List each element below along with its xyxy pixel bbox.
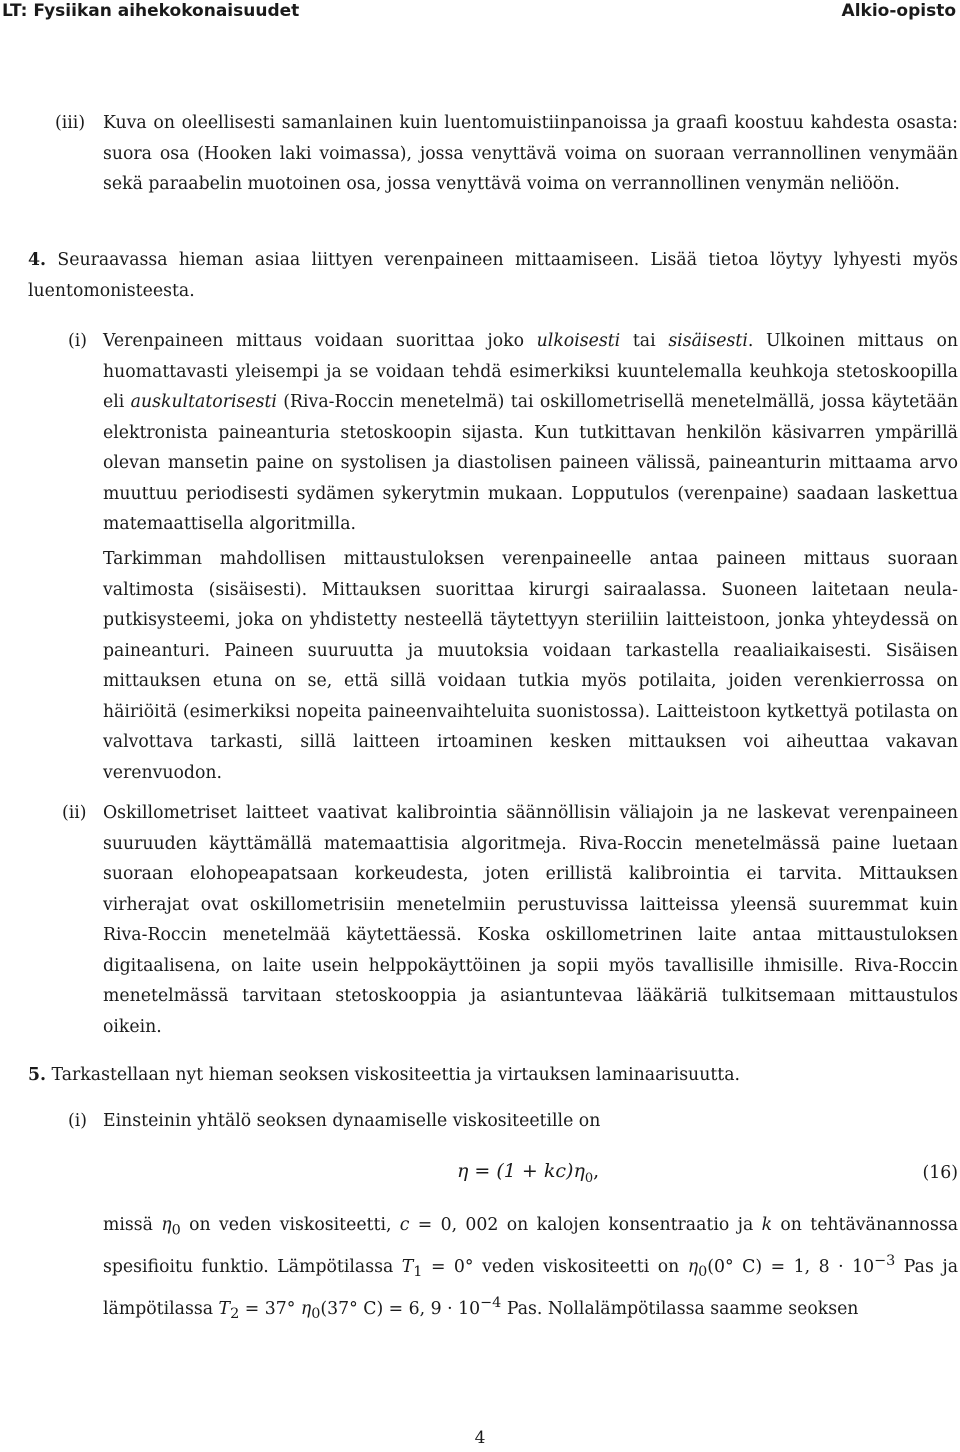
text-run: tai [620,331,669,351]
subscript: 2 [230,1305,240,1322]
text-run: . Ulkoinen mittaus on huomattavasti yleisempi ja se voidaan tehdä esimerkiksi kuuntelemalla keuhkoja stetoskoopilla eli [103,331,958,412]
emphasis-sisaisesti: sisäisesti [668,331,748,351]
page-number: 4 [474,1428,486,1448]
section-5-item-i-after [103,1210,958,1329]
text-run: on veden viskositeetti, [180,1215,400,1235]
text-run: Pas ja lämpötilassa [103,1256,958,1319]
section-5-item-i-label: (i) [68,1111,88,1131]
subscript: 0 [698,1264,708,1281]
equation-number: (16) [922,1163,958,1183]
header-institution: Alkio-opisto [841,1,956,21]
section-4-item-i-p2: Tarkimman mahdollisen mittaustuloksen verenpaineelle antaa paineen mittaus suoraan valtimosta (sisäisesti). Mittauksen suorittaa kirurgi sairaalassa. Suoneen laitetaan neula-putkisysteemi, joka on yhdistetty nesteellä täytettyyn steriiliin laitteistoon, jonka yhteydessä on paineanturi. Paineen suuruutta ja muutoksia voidaan tarkastella reaaliaikaisesti. Sisäisen mittauksen etuna on se, että sillä voidaan tutkia myös potilaita, joiden verenkierrossa on häiriöitä (esimerkiksi nopeita paineenvaihteluita suonistossa). Laitteistoon kytkettyä potilasta on valvottava tarkasti, sillä laitteen irtoaminen kesken mittauksen voi aiheuttaa vakavan verenvuodon. [103,549,958,783]
subscript: 0 [311,1305,321,1322]
equation-subscript: 0 [584,1170,594,1186]
section-4-text: Seuraavassa hieman asiaa liittyen verenpaineen mittaamiseen. Lisää tietoa löytyy lyhyesti myös luentomonisteesta. [28,250,958,301]
section-5-item-i-text: Einsteinin yhtälö seoksen dynaamiselle viskositeetille on [103,1111,601,1131]
text-run: Pas. Nollalämpötilassa saamme seoksen [501,1298,859,1319]
text-run: = 0° veden viskositeetti on [422,1256,688,1277]
equation-comma: , [593,1160,600,1182]
item-iii-label: (iii) [55,113,86,133]
equation-body: η = (1 + kc)η [457,1160,585,1182]
symbol-T2: T [218,1298,231,1319]
section-4-item-i-label: (i) [68,331,88,351]
symbol-eta: η [687,1256,699,1277]
einstein-equation [457,1160,599,1186]
symbol-eta: η [161,1215,172,1235]
text-run: on tehtävänannossa spesifioitu funktio. Lämpötilassa [103,1215,958,1277]
section-5-text: Tarkastellaan nyt hieman seoksen viskositeettia ja virtauksen laminaarisuutta. [51,1065,741,1085]
text-run: (37° C) = 6, 9 · 10 [320,1298,481,1319]
text-run: (Riva-Roccin menetelmä) tai oskillometrisellä menetelmällä, jossa käytetään elektronista paineanturia stetoskoopin sijasta. Kun tutkittavan henkilön käsivarren ympärillä olevan mansetin paine on systolisen ja diastolisen paineen välissä, paineanturin mittaama arvo muuttuu periodisesti sydämen sykerytmin mukaan. Lopputulos (verenpaine) saadaan laskettua matemaattisella algoritmilla. [103,392,959,534]
subscript: 0 [171,1222,181,1239]
section-4-item-ii-label: (ii) [62,803,87,823]
emphasis-ulkoisesti: ulkoisesti [536,331,621,351]
symbol-eta: η [300,1298,312,1319]
subscript: 1 [413,1264,423,1281]
header-course-title: LT: Fysiikan aihekokonaisuudet [2,1,300,21]
text-run: (0° C) = 1, 8 · 10 [707,1256,875,1277]
emphasis-auskultatorisesti: auskultatorisesti [130,392,277,412]
section-4-item-ii-text: Oskillometriset laitteet vaativat kalibrointia säännöllisin väliajoin ja ne laskevat verenpaineen suuruuden käyttämällä matemaattisia algoritmeja. Riva-Roccin menetelmässä paine luetaan suoraan elohopeapatsaan korkeudesta, joten erillistä kalibrointia ei tarvita. Mittauksen virherajat ovat oskillometrisiin menetelmiin perustuvissa laitteissa yleensä suuremmat kuin Riva-Roccin menetelmää käytettäessä. Koska oskillometrinen laite antaa mittaustuloksen digitaalisena, on laite usein helppokäyttöinen ja sopii myös tavallisille ihmisille. Riva-Roccin menetelmässä tarvitaan stetoskooppia ja asiantuntevaa lääkäriä tulkitsemaan mittaustulos oikein. [103,803,958,1037]
symbol-k: k [761,1215,773,1235]
section-4-intro [28,245,958,306]
running-header [0,0,960,26]
superscript: −3 [874,1252,896,1269]
text-run: = 0, 002 on kalojen konsentraatio ja [409,1215,762,1235]
section-4-number: 4. [28,250,47,270]
symbol-c: c [399,1215,410,1235]
section-5-number: 5. [28,1065,47,1085]
symbol-T1: T [401,1256,414,1277]
section-4-item-i-p1 [103,326,958,540]
text-run: = 37° [239,1298,301,1319]
item-iii-text: Kuva on oleellisesti samanlainen kuin luentomuistiinpanoissa ja graafi koostuu kahdesta osasta: suora osa (Hooken laki voimassa), jossa venyttävä voima on suoraan verrannollinen venymään sekä paraabelin muotoinen osa, jossa venyttävä voima on verrannollinen venymän neliöön. [103,113,958,194]
text-run: Verenpaineen mittaus voidaan suorittaa joko [103,331,537,351]
text-run: missä [103,1215,162,1235]
superscript: −4 [480,1294,502,1311]
section-5-intro [28,1060,958,1091]
